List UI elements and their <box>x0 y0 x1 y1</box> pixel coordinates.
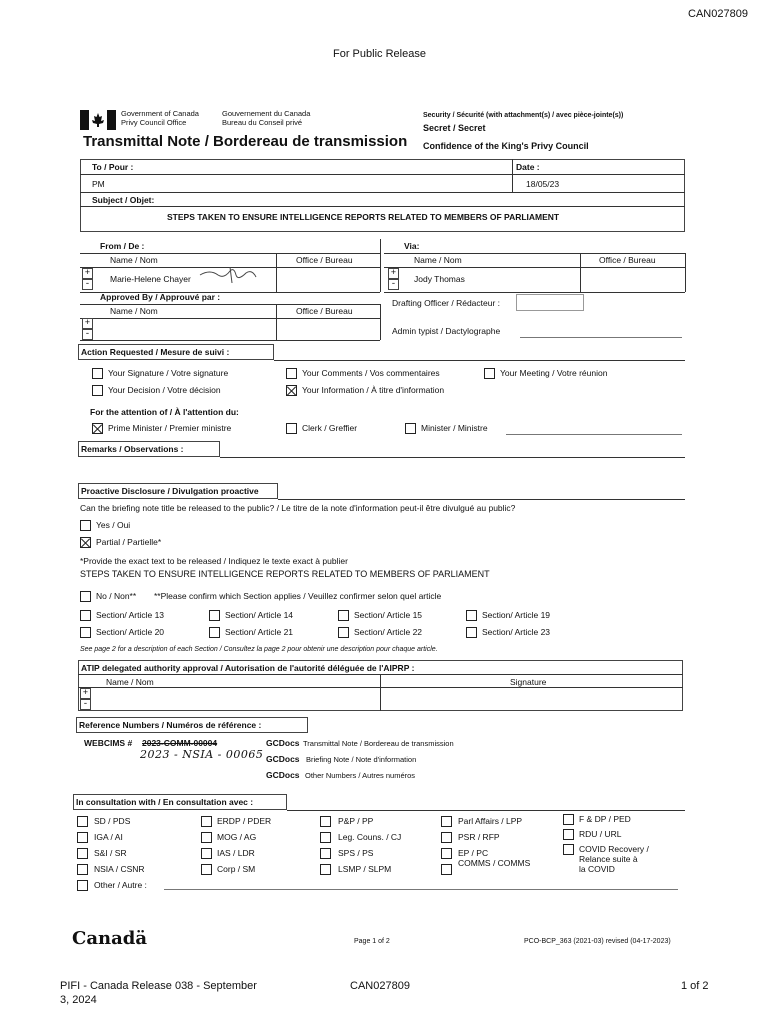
divider <box>276 304 277 340</box>
checkbox-pp-pp[interactable] <box>320 816 331 827</box>
checkbox-lsmp-slpm[interactable] <box>320 864 331 875</box>
disclosure-label: Proactive Disclosure / Divulgation proactive <box>81 486 259 496</box>
checkbox-your-signature[interactable] <box>92 368 103 379</box>
label-your-information: Your Information / À titre d'information <box>302 385 445 395</box>
action-label: Action Requested / Mesure de suivi : <box>81 347 230 357</box>
form-code: PCO-BCP_363 (2021-03) revised (04-17-2023) <box>524 938 671 945</box>
label-your-decision: Your Decision / Votre décision <box>108 385 221 395</box>
divider <box>80 340 380 341</box>
disclosure-question: Can the briefing note title be released to the public? / Le titre de la note d'information peut-il être divulgué au public? <box>80 503 516 513</box>
checkbox-section-22[interactable] <box>338 627 349 638</box>
divider <box>384 253 685 254</box>
checkbox-section-14[interactable] <box>209 610 220 621</box>
divider <box>380 304 381 340</box>
label-section-19: Section/ Article 19 <box>482 610 551 620</box>
remove-row-button[interactable]: - <box>82 279 93 290</box>
label-your-signature: Your Signature / Votre signature <box>108 368 229 378</box>
checkbox-nsia-csnr[interactable] <box>77 864 88 875</box>
checkbox-section-15[interactable] <box>338 610 349 621</box>
checkbox-partial[interactable] <box>80 537 91 548</box>
admin-typist-field[interactable] <box>520 337 682 338</box>
label-covid-recovery-2: Relance suite à <box>579 854 638 864</box>
security-level: Secret / Secret <box>423 123 486 133</box>
label-section-21: Section/ Article 21 <box>225 627 294 637</box>
checkbox-your-decision[interactable] <box>92 385 103 396</box>
via-label: Via: <box>404 241 420 251</box>
gcdocs-2-label: Briefing Note / Note d'information <box>306 755 417 764</box>
minister-name-field[interactable] <box>506 434 682 435</box>
divider <box>80 304 380 305</box>
label-leg-couns: Leg. Couns. / CJ <box>338 832 402 842</box>
remove-row-button[interactable]: - <box>82 329 93 340</box>
remove-row-button[interactable]: - <box>388 279 399 290</box>
confidence-label: Confidence of the King's Privy Council <box>423 141 589 151</box>
divider <box>80 206 685 207</box>
checkbox-rdu-url[interactable] <box>563 829 574 840</box>
from-office-col: Office / Bureau <box>296 255 353 265</box>
divider <box>384 267 685 268</box>
atip-signature-col: Signature <box>510 677 547 687</box>
approved-name-col: Name / Nom <box>110 306 158 316</box>
form-page-number: Page 1 of 2 <box>354 938 390 945</box>
confirm-text: **Please confirm which Section applies / Veuillez confirmer selon quel article <box>154 591 442 601</box>
label-ep-pc: EP / PC <box>458 848 489 858</box>
approved-label: Approved By / Approuvé par : <box>100 292 221 302</box>
label-psr-rfp: PSR / RFP <box>458 832 500 842</box>
checkbox-ias-ldr[interactable] <box>201 848 212 859</box>
label-erdp-pder: ERDP / PDER <box>217 816 272 826</box>
checkbox-iga-ai[interactable] <box>77 832 88 843</box>
label-section-22: Section/ Article 22 <box>354 627 423 637</box>
checkbox-prime-minister[interactable] <box>92 423 103 434</box>
label-rdu-url: RDU / URL <box>579 829 622 839</box>
admin-label: Admin typist / Dactylographe <box>392 326 501 336</box>
checkbox-section-23[interactable] <box>466 627 477 638</box>
remarks-label: Remarks / Observations : <box>81 444 184 454</box>
label-prime-minister: Prime Minister / Premier ministre <box>108 423 232 433</box>
subject-value[interactable]: STEPS TAKEN TO ENSURE INTELLIGENCE REPORTS RELATED TO MEMBERS OF PARLIAMENT <box>167 212 560 222</box>
other-field[interactable] <box>164 889 678 890</box>
approved-office-col: Office / Bureau <box>296 306 353 316</box>
atip-label: ATIP delegated authority approval / Autorisation de l'autorité déléguée de l'AIPRP : <box>81 663 415 673</box>
checkbox-sps-ps[interactable] <box>320 848 331 859</box>
add-row-button[interactable]: + <box>80 688 91 699</box>
add-row-button[interactable]: + <box>388 268 399 279</box>
atip-name-col: Name / Nom <box>106 677 154 687</box>
from-name[interactable]: Marie-Helene Chayer <box>110 274 191 284</box>
webcims-label: WEBCIMS # <box>84 738 133 748</box>
divider <box>685 253 686 292</box>
signature-scribble-icon <box>196 263 260 285</box>
see-page-note: See page 2 for a description of each Section / Consultez la page 2 pour obtenir une description pour chaque article. <box>80 646 438 653</box>
footer-release-1: PIFI - Canada Release 038 - September <box>60 980 257 992</box>
checkbox-erdp-pder[interactable] <box>201 816 212 827</box>
provide-text-label: *Provide the exact text to be released / Indiquez le texte exact à publier <box>80 556 348 566</box>
add-row-button[interactable]: + <box>82 318 93 329</box>
via-office-col: Office / Bureau <box>599 255 656 265</box>
label-parl-affairs: Parl Affairs / LPP <box>458 816 523 826</box>
divider <box>278 499 685 500</box>
divider <box>384 292 685 293</box>
gcdocs-3-brand: GCDocs <box>266 770 300 780</box>
divider <box>80 318 380 319</box>
label-other: Other / Autre : <box>94 880 147 890</box>
label-section-20: Section/ Article 20 <box>96 627 165 637</box>
label-ias-ldr: IAS / LDR <box>217 848 255 858</box>
label-your-meeting: Your Meeting / Votre réunion <box>500 368 608 378</box>
remove-row-button[interactable]: - <box>80 699 91 710</box>
security-label: Security / Sécurité (with attachment(s) / avec pièce-jointe(s)) <box>423 112 624 119</box>
gov-en-2: Privy Council Office <box>121 118 187 127</box>
label-section-14: Section/ Article 14 <box>225 610 294 620</box>
gov-fr-1: Gouvernement du Canada <box>222 109 311 118</box>
checkbox-no[interactable] <box>80 591 91 602</box>
divider <box>80 174 685 175</box>
label-your-comments: Your Comments / Vos commentaires <box>302 368 440 378</box>
webcims-struck: 2023-COMM-00004 <box>142 738 218 748</box>
label-iga-ai: IGA / AI <box>94 832 123 842</box>
divider <box>274 360 685 361</box>
drafting-officer-field[interactable] <box>516 294 584 311</box>
checkbox-other[interactable] <box>77 880 88 891</box>
label-covid-recovery-3: la COVID <box>579 864 615 874</box>
checkbox-leg-couns[interactable] <box>320 832 331 843</box>
gcdocs-1-label: Transmittal Note / Bordereau de transmission <box>303 739 454 748</box>
checkbox-si-sr[interactable] <box>77 848 88 859</box>
checkbox-yes[interactable] <box>80 520 91 531</box>
label-no: No / Non** <box>96 591 137 601</box>
label-pp-pp: P&P / PP <box>338 816 374 826</box>
label-si-sr: S&I / SR <box>94 848 127 858</box>
label-corp-sm: Corp / SM <box>217 864 256 874</box>
label-mog-ag: MOG / AG <box>217 832 257 842</box>
to-label: To / Pour : <box>92 162 134 172</box>
canada-wordmark: Canadä <box>72 928 147 949</box>
attention-label: For the attention of / À l'attention du: <box>90 407 239 417</box>
checkbox-sd-pds[interactable] <box>77 816 88 827</box>
footer-release-2: 3, 2024 <box>60 994 97 1006</box>
date-label: Date : <box>516 162 540 172</box>
canada-flag-icon <box>80 110 116 130</box>
label-clerk: Clerk / Greffier <box>302 423 358 433</box>
gcdocs-1-brand: GCDocs <box>266 738 300 748</box>
from-name-col: Name / Nom <box>110 255 158 265</box>
to-value[interactable]: PM <box>92 179 105 189</box>
checkbox-section-20[interactable] <box>80 627 91 638</box>
checkbox-minister[interactable] <box>405 423 416 434</box>
add-row-button[interactable]: + <box>82 268 93 279</box>
label-section-15: Section/ Article 15 <box>354 610 423 620</box>
label-fdp-ped: F & DP / PED <box>579 814 631 824</box>
label-covid-recovery-1: COVID Recovery / <box>579 844 649 854</box>
doc-id-top: CAN027809 <box>688 8 748 20</box>
label-partial: Partial / Partielle* <box>96 537 162 547</box>
checkbox-psr-rfp[interactable] <box>441 832 452 843</box>
divider <box>380 674 381 711</box>
gov-fr-2: Bureau du Conseil privé <box>222 118 303 127</box>
gcdocs-2-brand: GCDocs <box>266 754 300 764</box>
via-name-col: Name / Nom <box>414 255 462 265</box>
checkbox-corp-sm[interactable] <box>201 864 212 875</box>
gcdocs-3-label: Other Numbers / Autres numéros <box>305 771 416 780</box>
divider <box>287 810 685 811</box>
reference-label: Reference Numbers / Numéros de référence : <box>79 720 262 730</box>
footer-page: 1 of 2 <box>681 980 709 992</box>
subject-label: Subject / Objet: <box>92 195 155 205</box>
consultation-label: In consultation with / En consultation avec : <box>76 797 254 807</box>
gov-en-1: Government of Canada <box>121 109 199 118</box>
checkbox-fdp-ped[interactable] <box>563 814 574 825</box>
checkbox-section-13[interactable] <box>80 610 91 621</box>
label-sd-pds: SD / PDS <box>94 816 131 826</box>
release-text[interactable]: STEPS TAKEN TO ENSURE INTELLIGENCE REPORTS RELATED TO MEMBERS OF PARLIAMENT <box>80 569 490 579</box>
label-sps-ps: SPS / PS <box>338 848 374 858</box>
checkbox-your-comments[interactable] <box>286 368 297 379</box>
checkbox-comms[interactable] <box>441 864 452 875</box>
checkbox-ep-pc[interactable] <box>441 848 452 859</box>
webcims-handwritten[interactable]: 2023 - NSIA - 00065 <box>140 748 264 761</box>
divider <box>276 253 277 292</box>
divider <box>512 159 513 192</box>
via-name[interactable]: Jody Thomas <box>414 274 465 284</box>
label-minister: Minister / Ministre <box>421 423 488 433</box>
checkbox-clerk[interactable] <box>286 423 297 434</box>
divider <box>80 192 685 193</box>
label-lsmp-slpm: LSMP / SLPM <box>338 864 392 874</box>
label-section-23: Section/ Article 23 <box>482 627 551 637</box>
checkbox-covid-recovery[interactable] <box>563 844 574 855</box>
release-header: For Public Release <box>333 48 426 60</box>
date-value[interactable]: 18/05/23 <box>526 179 560 189</box>
checkbox-your-information[interactable] <box>286 385 297 396</box>
divider <box>220 457 685 458</box>
divider <box>580 253 581 292</box>
footer-doc-id: CAN027809 <box>350 980 410 992</box>
label-section-13: Section/ Article 13 <box>96 610 165 620</box>
from-label: From / De : <box>100 241 145 251</box>
label-yes: Yes / Oui <box>96 520 131 530</box>
form-title: Transmittal Note / Bordereau de transmission <box>83 133 408 150</box>
checkbox-your-meeting[interactable] <box>484 368 495 379</box>
divider <box>80 253 380 254</box>
label-nsia-csnr: NSIA / CSNR <box>94 864 145 874</box>
checkbox-section-21[interactable] <box>209 627 220 638</box>
divider <box>380 239 381 292</box>
checkbox-section-19[interactable] <box>466 610 477 621</box>
drafting-label: Drafting Officer / Rédacteur : <box>392 298 501 308</box>
checkbox-mog-ag[interactable] <box>201 832 212 843</box>
checkbox-parl-affairs[interactable] <box>441 816 452 827</box>
label-comms: COMMS / COMMS <box>458 858 531 868</box>
